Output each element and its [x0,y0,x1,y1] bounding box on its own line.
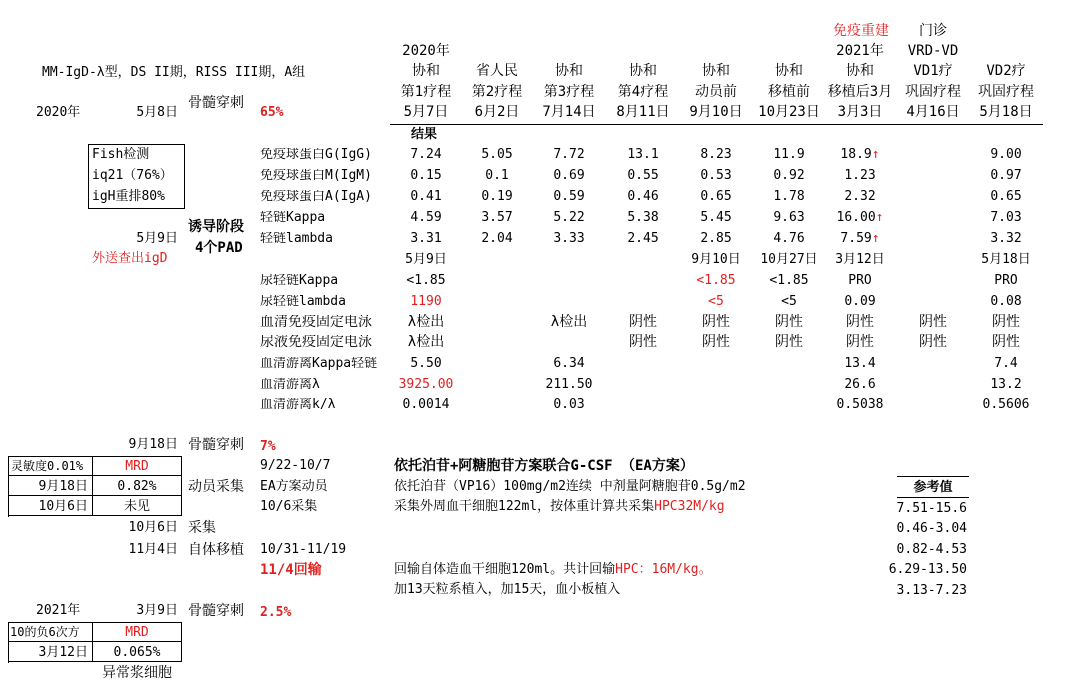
lab-value: 5.05 [481,147,513,162]
lab-value: 阴性 [702,334,730,350]
regimen-line-2-text: 采集外周血干细胞122ml，按体重计算共采集 [394,499,655,514]
reference-value: 7.51-15.6 [896,501,967,516]
column-header-course: 动员前 [695,84,737,100]
mobilize-label: 动员采集 [188,479,244,495]
lab-value: 0.55 [627,168,659,183]
column-header-year: VRD-VD [907,43,959,59]
regimen-line-3 [394,563,712,576]
induction-stage: 诱导阶段 [188,219,244,235]
lab-value: 1190 [410,294,442,309]
lab-value: 1.23 [844,168,876,183]
lab-value: <1.85 [769,273,809,288]
up-arrow-icon: ↑ [871,147,880,162]
lab-value [840,232,879,245]
transplant-range: 10/31-11/19 [260,542,347,557]
row-label: 尿轻链lambda [260,295,346,308]
lab-value: 阴性 [702,314,730,330]
mrd1-date-2: 10月6日 [38,499,88,514]
column-header-course: 移植后3月 [827,84,893,100]
column-header-course: 移植前 [768,84,810,100]
lab-value: 4.59 [410,210,442,225]
row-label: 轻链Kappa [260,211,326,224]
column-header-course: 巩固疗程 [978,84,1034,100]
column-header-course: 第3疗程 [543,84,595,100]
fish-iq21: iq21（76%） [92,168,173,183]
mrd1-date-1: 9月18日 [38,479,88,494]
lab-value: 7.72 [553,147,585,162]
lab-value: 0.69 [553,168,585,183]
lab-value: λ检出 [407,334,445,350]
mrd2-date: 3月12日 [38,645,88,660]
lab-value: 0.15 [410,168,442,183]
bm-sep-result: 7% [260,439,276,454]
column-header-hosp: 协和 [846,63,874,79]
column-header-year: 2020年 [402,43,450,59]
fish-title: Fish检测 [92,147,150,162]
lab-value: 5.50 [410,356,442,371]
lab-value [840,148,879,161]
lab-value: 13.1 [627,147,659,162]
lab-value: 2.45 [627,231,659,246]
mrd2-sensitivity: 10的负6次方 [10,625,80,639]
mobilize-date-range: 9/22-10/7 [260,458,331,473]
bm-2021-date: 3月9日 [136,603,178,618]
row-label: 尿轻链Kappa [260,274,339,287]
column-header-date: 5月7日 [403,104,449,120]
column-header-course: 第4疗程 [617,84,669,100]
lab-value: 8.23 [700,147,732,162]
urine-test-date: 10月27日 [760,252,818,267]
regimen-line-3-hpc: HPC：16M/kg。 [615,562,712,577]
column-header-date: 4月16日 [906,104,960,120]
lab-value: 阴性 [775,314,803,330]
lab-value: 2.04 [481,231,513,246]
column-header-date: 8月11日 [616,104,670,120]
reference-value: 0.46-3.04 [896,521,967,536]
urine-test-date: 5月18日 [981,252,1031,267]
lab-value: <5 [708,294,724,309]
lab-value: 阴性 [629,314,657,330]
reference-value: 0.82-4.53 [896,542,967,557]
induction-note: 外送查出igD [92,251,168,266]
row-label: 免疫球蛋白A(IgA) [260,190,372,203]
bm-2021-year: 2021年 [36,603,81,618]
lab-value: <1.85 [406,273,446,288]
lab-value: 13.4 [844,356,876,371]
lab-value: 7.24 [410,147,442,162]
column-header-date: 3月3日 [837,104,883,120]
lab-value: 0.92 [773,168,805,183]
lab-value: 0.65 [990,189,1022,204]
bm-sep-procedure: 骨髓穿刺 [188,437,244,453]
column-header-hosp: 协和 [702,63,730,79]
lab-value: 2.32 [844,189,876,204]
lab-value: 0.0014 [402,397,450,412]
lab-value: 0.5606 [982,397,1030,412]
lab-value: 6.34 [553,356,585,371]
lab-value: 3925.00 [398,377,454,392]
column-header-date: 7月14日 [542,104,596,120]
mrd1-value-1: 0.82% [117,479,157,494]
column-header-hosp: 省人民 [476,63,518,79]
lab-value: 5.22 [553,210,585,225]
lab-value: 阴性 [919,334,947,350]
reference-bottom-rule [897,497,969,498]
lab-value: 阴性 [629,334,657,350]
first-visit-date: 5月8日 [136,105,178,120]
lab-value: 阴性 [846,314,874,330]
row-label: 免疫球蛋白G(IgG) [260,148,372,161]
mrd1-header: MRD [125,459,149,474]
up-arrow-icon: ↑ [875,210,884,225]
transplant-reinfuse: 11/4回输 [260,562,322,578]
mobilize-text: EA方案动员 [260,479,328,494]
bm-2021-procedure: 骨髓穿刺 [188,603,244,619]
lab-value: 0.41 [410,189,442,204]
diagnosis-title: MM-IgD-λ型，DS II期，RISS III期，A组 [42,65,306,80]
lab-value: λ检出 [407,314,445,330]
lab-value: 0.59 [553,189,585,204]
regimen-line-2-hpc: HPC32M/kg [654,499,725,514]
lab-value: 0.65 [700,189,732,204]
first-visit-result: 65% [260,105,284,120]
row-label: 免疫球蛋白M(IgM) [260,169,372,182]
lab-value: <5 [781,294,797,309]
regimen-line-1: 依托泊苷（VP16）100mg/m2连续 中剂量阿糖胞苷0.5g/m2 [394,479,746,494]
lab-value: 0.08 [990,294,1022,309]
lab-value: PRO [848,273,872,288]
header-rule [390,124,1043,125]
reference-value: 3.13-7.23 [896,583,967,598]
transplant-label: 自体移植 [188,542,244,558]
lab-value: 5.45 [700,210,732,225]
column-header-date: 6月2日 [474,104,520,120]
column-header-hosp: VD1疗 [913,63,953,79]
lab-value-number: 16.00 [836,210,876,225]
lab-value: 阴性 [846,334,874,350]
reference-value: 6.29-13.50 [888,562,967,577]
lab-value: 9.63 [773,210,805,225]
bm-sep-date: 9月18日 [128,437,178,452]
lab-value: 阴性 [919,314,947,330]
reference-title: 参考值 [913,480,953,495]
column-header-hosp: 协和 [775,63,803,79]
column-header-hosp: 协和 [555,63,583,79]
regimen-line-2 [394,500,725,513]
lab-value: PRO [994,273,1018,288]
column-header-course: 巩固疗程 [905,84,961,100]
lab-value: 13.2 [990,377,1022,392]
fish-igh: igH重排80% [92,189,165,204]
lab-value: 阴性 [992,334,1020,350]
column-header-year: 2021年 [836,43,884,59]
urine-test-date: 5月9日 [405,252,447,267]
lab-value: 1.78 [773,189,805,204]
lab-value: 0.09 [844,294,876,309]
results-label: 结果 [411,127,438,142]
mrd2-value: 0.065% [113,645,161,660]
column-header-hosp: VD2疗 [986,63,1026,79]
column-header-date: 10月23日 [758,104,820,120]
row-label: 轻链lambda [260,232,333,245]
immune-rebuild-note: 免疫重建 [833,23,889,39]
collect-label: 采集 [188,520,216,536]
row-label: 血清游离Kappa轻链 [260,357,378,370]
bm-2021-result: 2.5% [260,605,292,620]
lab-value: 2.85 [700,231,732,246]
up-arrow-icon: ↑ [871,231,880,246]
lab-value: 211.50 [545,377,593,392]
lab-value: 0.53 [700,168,732,183]
row-label: 尿液免疫固定电泳 [260,335,372,349]
transplant-date: 11月4日 [128,542,178,557]
lab-value-number: 7.59 [840,231,872,246]
regimen-title: 依托泊苷+阿糖胞苷方案联合G-CSF （EA方案） [394,458,694,474]
row-label: 血清游离λ [260,378,320,391]
abnormal-plasma-label: 异常浆细胞 [102,665,172,681]
column-header-hosp: 协和 [629,63,657,79]
column-header-date: 9月10日 [689,104,743,120]
induction-regimen: 4个PAD [195,240,243,256]
column-header-course: 第2疗程 [471,84,523,100]
induction-date: 5月9日 [136,231,178,246]
lab-value: 3.57 [481,210,513,225]
regimen-line-3-text: 回输自体造血干细胞120ml。共计回输 [394,562,616,577]
lab-value-number: 18.9 [840,147,872,162]
urine-test-date: 3月12日 [835,252,885,267]
lab-value: 0.5038 [836,397,884,412]
lab-value: 7.4 [994,356,1018,371]
lab-value: 5.38 [627,210,659,225]
lab-value: 0.19 [481,189,513,204]
lab-value: 阴性 [775,334,803,350]
mrd1-value-2: 未见 [123,499,151,514]
lab-value: 阴性 [992,314,1020,330]
lab-value: <1.85 [696,273,736,288]
lab-value: 0.97 [990,168,1022,183]
lab-value: 0.03 [553,397,585,412]
lab-value: 7.03 [990,210,1022,225]
first-visit-procedure: 骨髓穿刺 [188,95,244,111]
lab-value [837,211,884,224]
row-label: 血清免疫固定电泳 [260,315,372,329]
regimen-line-4: 加13天粒系植入，加15天，血小板植入 [394,582,621,597]
column-header-hosp: 协和 [412,63,440,79]
lab-value: 0.46 [627,189,659,204]
lab-value: 3.31 [410,231,442,246]
lab-value: 4.76 [773,231,805,246]
clinic-note: 门诊 [919,23,947,39]
lab-value: 26.6 [844,377,876,392]
column-header-date: 5月18日 [979,104,1033,120]
lab-value: λ检出 [550,314,588,330]
row-label: 血清游离k/λ [260,398,336,411]
column-header-course: 第1疗程 [400,84,452,100]
reference-top-rule [897,476,969,477]
lab-value: 11.9 [773,147,805,162]
collect-date: 10月6日 [128,520,178,535]
lab-value: 3.33 [553,231,585,246]
mobilize-collect-date: 10/6采集 [260,499,318,514]
lab-value: 3.32 [990,231,1022,246]
urine-test-date: 9月10日 [691,252,741,267]
lab-value: 9.00 [990,147,1022,162]
lab-value: 0.1 [485,168,509,183]
mrd1-sensitivity: 灵敏度0.01% [11,459,84,473]
mrd2-header: MRD [125,625,149,640]
first-visit-year: 2020年 [36,105,81,120]
